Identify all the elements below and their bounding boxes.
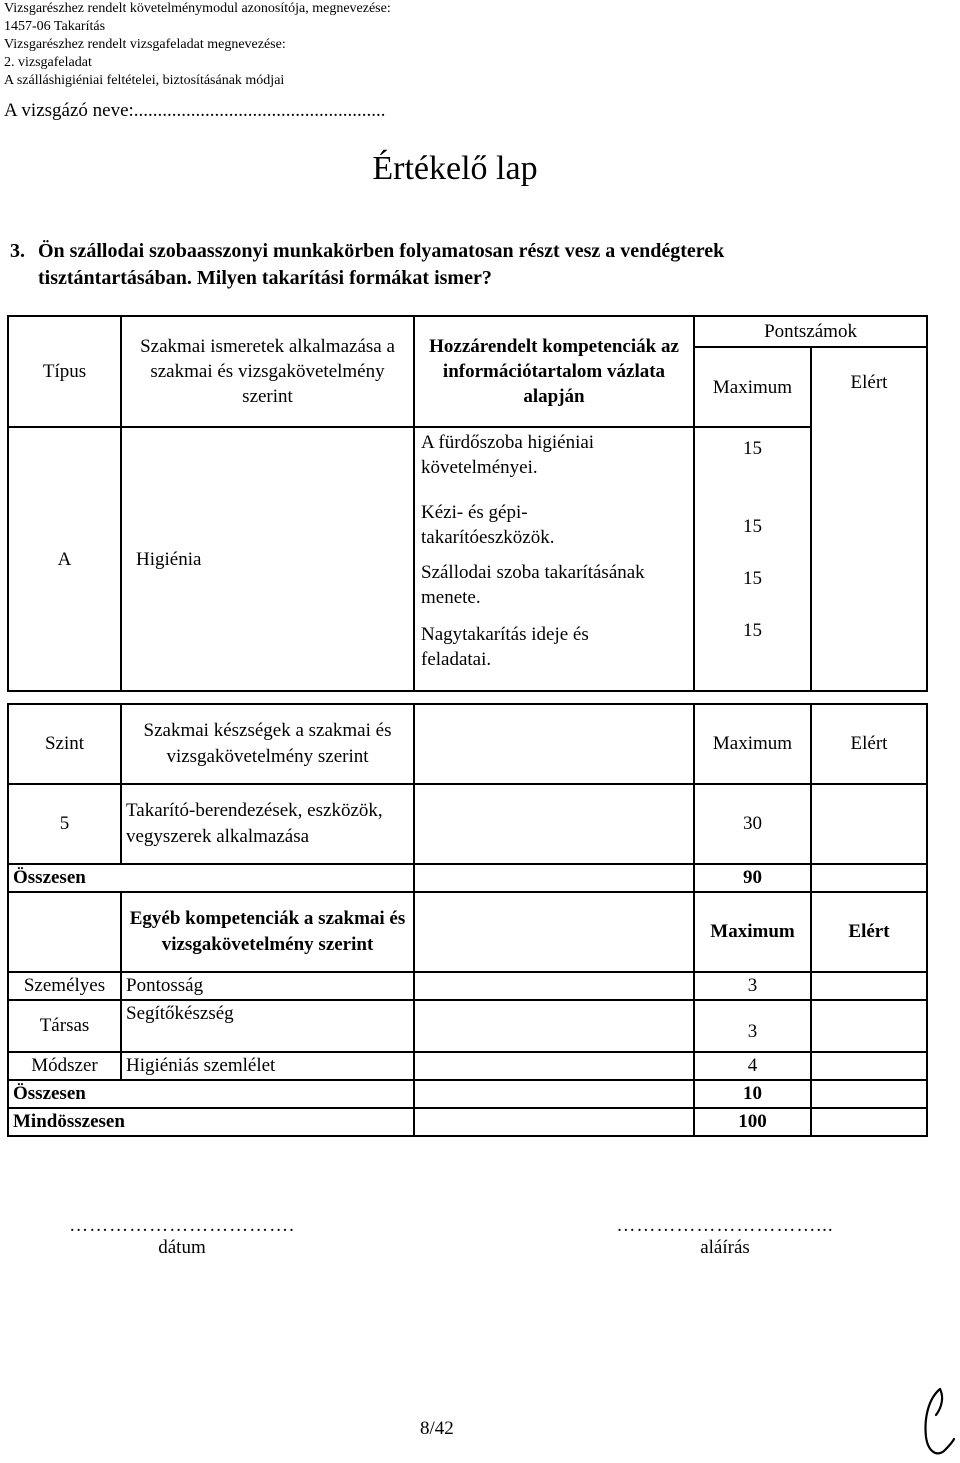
competence-list: [414, 427, 694, 691]
competence-item: Kézi- és gépi-takarítóeszközök.: [421, 502, 555, 548]
col-level-header: Szint: [8, 704, 121, 784]
other-category: Társas: [8, 1000, 121, 1052]
other-name: Pontosság: [121, 972, 414, 1000]
header-line: Vizsgarészhez rendelt követelménymodul azonosítója, megnevezése:: [4, 1, 391, 16]
subtotal-label: Összesen: [8, 864, 414, 892]
other-max: 4: [694, 1052, 811, 1080]
question-line-1: Ön szállodai szobaasszonyi munkakörben folyamatosan részt vesz a vendégterek: [38, 240, 725, 262]
header-line: 1457-06 Takarítás: [4, 19, 106, 34]
empty-cell: [811, 972, 927, 1000]
competence-item: Nagytakarítás ideje és feladatai.: [421, 624, 589, 670]
skills-table: [7, 703, 928, 1137]
question-number: 3.: [10, 240, 25, 262]
max-value: 15: [743, 568, 762, 589]
empty-cell: [8, 892, 121, 972]
col-type-header: Típus: [8, 316, 121, 427]
header-line: A szálláshigiéniai feltételei, biztosításának módjai: [4, 73, 285, 88]
empty-cell: [414, 972, 694, 1000]
col-knowledge-header: Szakmai ismeretek alkalmazása a szakmai és vizsgakövetelmény szerint: [121, 316, 414, 427]
header-line: 2. vizsgafeladat: [4, 55, 92, 70]
max-value: 15: [743, 620, 762, 641]
max-value: 15: [743, 516, 762, 537]
empty-cell: [811, 1052, 927, 1080]
empty-cell: [414, 784, 694, 864]
skill-text: Takarító-berendezések, eszközök, vegyszerek alkalmazása: [121, 784, 414, 864]
empty-cell: [414, 1052, 694, 1080]
empty-cell: [811, 864, 927, 892]
knowledge-table: [7, 315, 928, 692]
handwritten-initial: [910, 1385, 958, 1460]
empty-cell: [414, 704, 694, 784]
competence-item: A fürdőszoba higiéniai követelményei.: [421, 432, 595, 478]
signature-dots: …………………………...: [616, 1215, 834, 1236]
examinee-name-field: A vizsgázó neve:.....................................................: [4, 100, 386, 121]
empty-cell: [414, 1000, 694, 1052]
col-points-header: Pontszámok: [694, 316, 927, 347]
signature-block: [585, 1215, 865, 1259]
skill-max: 30: [694, 784, 811, 864]
page-title: Értékelő lap: [372, 150, 538, 187]
question-text: [10, 238, 904, 292]
col-achieved-header: Elért: [811, 347, 927, 691]
other-category: Személyes: [8, 972, 121, 1000]
other-max: 3: [694, 972, 811, 1000]
col-achieved-header: Elért: [811, 704, 927, 784]
col-achieved2-header: Elért: [811, 892, 927, 972]
type-value: A: [8, 427, 121, 691]
col-max-header: Maximum: [694, 704, 811, 784]
empty-cell: [414, 1080, 694, 1108]
col-skills-header: Szakmai készségek a szakmai és vizsgakövetelmény szerint: [121, 704, 414, 784]
col-max-header: Maximum: [694, 347, 811, 427]
col-max2-header: Maximum: [694, 892, 811, 972]
skill-level: 5: [8, 784, 121, 864]
subtotal-label: Összesen: [8, 1080, 414, 1108]
total-value: 100: [694, 1108, 811, 1136]
document-header: [4, 0, 391, 90]
col-competence-header: Hozzárendelt kompetenciák az információtartalom vázlata alapján: [414, 316, 694, 427]
col-other-header: Egyéb kompetenciák a szakmai és vizsgakövetelmény szerint: [121, 892, 414, 972]
header-line: Vizsgarészhez rendelt vizsgafeladat megnevezése:: [4, 37, 286, 52]
competence-item: Szállodai szoba takarításának menete.: [421, 562, 645, 608]
date-label: dátum: [158, 1237, 206, 1258]
knowledge-value: Higiénia: [121, 427, 414, 691]
date-signature-block: [52, 1215, 312, 1259]
other-max: 3: [694, 1000, 811, 1052]
empty-cell: [811, 1108, 927, 1136]
empty-cell: [811, 1000, 927, 1052]
subtotal-value: 10: [694, 1080, 811, 1108]
empty-cell: [414, 892, 694, 972]
empty-cell: [414, 1108, 694, 1136]
page-number: 8/42: [420, 1418, 454, 1439]
other-name: Segítőkészség: [121, 1000, 414, 1052]
signature-label: aláírás: [700, 1237, 750, 1258]
empty-cell: [414, 864, 694, 892]
empty-cell: [811, 1080, 927, 1108]
empty-cell: [811, 784, 927, 864]
max-value: 15: [743, 438, 762, 459]
question-line-2: tisztántartásában. Milyen takarítási formákat ismer?: [38, 267, 492, 289]
other-name: Higiéniás szemlélet: [121, 1052, 414, 1080]
date-dots: …………………………….: [69, 1215, 295, 1236]
max-points-list: [694, 427, 811, 691]
other-category: Módszer: [8, 1052, 121, 1080]
total-label: Mindösszesen: [8, 1108, 414, 1136]
subtotal-value: 90: [694, 864, 811, 892]
